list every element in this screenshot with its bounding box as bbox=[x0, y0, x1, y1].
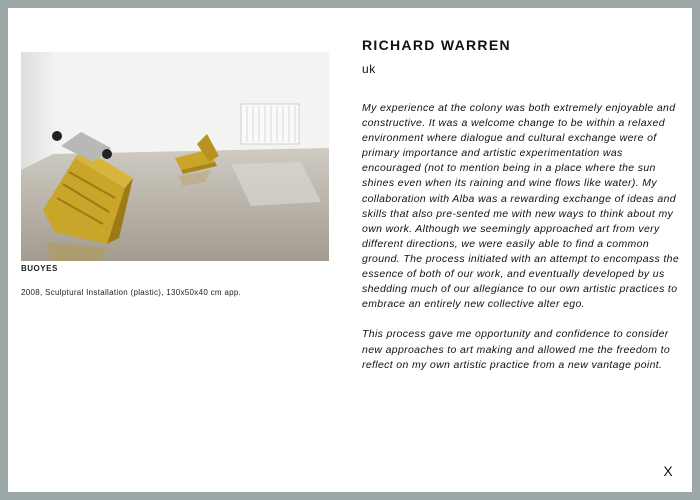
artwork-info: 2008, Sculptural Installation (plastic), 130x50x40 cm app. bbox=[21, 288, 242, 297]
artist-detail-panel bbox=[8, 8, 692, 492]
statement-paragraph: This process gave me opportunity and confidence to consider new approaches to art making and allowed me the freedom to reflect on my own artistic practice from a new vantage point. bbox=[362, 328, 671, 371]
artwork-photo bbox=[21, 52, 329, 261]
artwork-title: BUOYES bbox=[21, 264, 58, 273]
close-button[interactable]: X bbox=[656, 459, 680, 483]
artist-country: uk bbox=[362, 62, 376, 76]
artist-name: RICHARD WARREN bbox=[362, 37, 511, 53]
artist-statement bbox=[362, 101, 684, 388]
statement-paragraph: My experience at the colony was both extremely enjoyable and constructive. It was a welcome change to be within a relaxed environment where dialogue and cultural exchange were of primary importance and artistic experimentation was encouraged (not to mention being in a place where the sun shines even when its raining and wine flows like water). My collaboration with Alba was a rewarding exchange of ideas and skills that also pre-sented me with new ways to think about my own work. Although we seemingly approached art from very different directions, we were easily able to find a common ground. The process initiated with an attempt to encompass the essence of both of our work, and eventually developed by us shedding much of our allegiance to our own artistic practices to embrace an entirely new collective alter ego. bbox=[362, 102, 680, 311]
